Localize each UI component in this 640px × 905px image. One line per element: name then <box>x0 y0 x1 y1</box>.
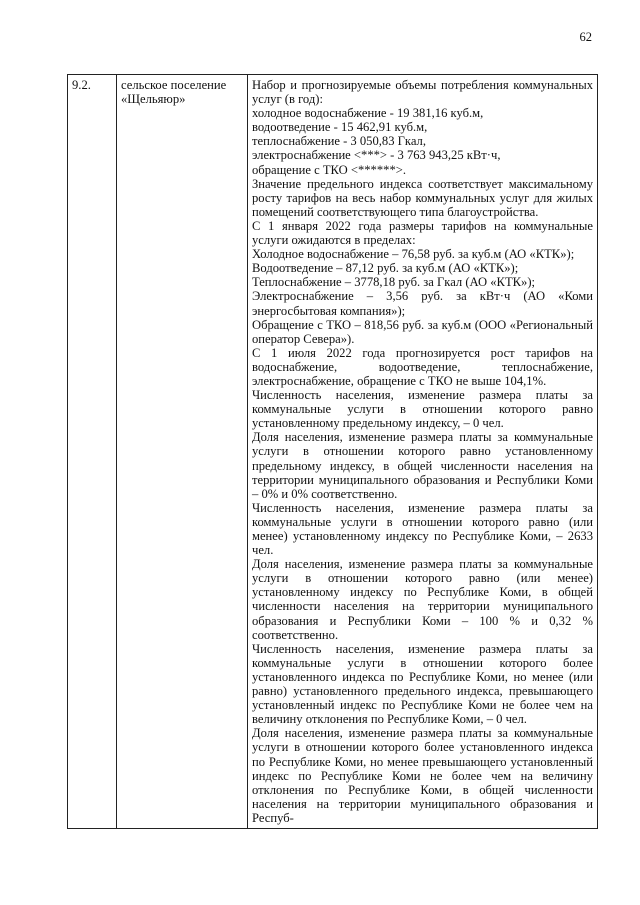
volume-heating: теплоснабжение - 3 050,83 Гкал, <box>252 134 426 149</box>
volume-electricity: электроснабжение <***> - 3 763 943,25 кВт·ч, <box>252 148 501 163</box>
paragraph-population-komi: Численность населения, изменение размера платы за коммунальные услуги в отношении которого равно (или менее) установленному индексу по Республике Коми, – 2633 чел. <box>252 500 593 558</box>
paragraph-share-limit: Доля населения, изменение размера платы за коммунальные услуги в отношении которого равно установленному предельному индексу, в общей численности населения на территории муниципального образования и Республики Коми – 0% и 0% соответственно. <box>252 430 593 501</box>
table-row <box>68 75 598 829</box>
paragraph-intro: Набор и прогнозируемые объемы потребления коммунальных услуг (в год): <box>252 78 593 107</box>
tariff-waste: Обращение с ТКО – 818,56 руб. за куб.м (ООО «Региональный оператор Севера»). <box>252 317 593 346</box>
paragraph-share-deviation: Доля населения, изменение размера платы за коммунальные услуги в отношении которого более установленного индекса по Республике Коми, но менее превышающего установленный индекс по Республике Коми не более чем на величину отклонения по Республике Коми, в общей численности населения на территории муниципального образования и Респуб- <box>252 726 593 825</box>
description-cell <box>248 75 598 829</box>
row-number: 9.2. <box>68 75 117 829</box>
paragraph-tariffs-intro: С 1 января 2022 года размеры тарифов на коммунальные услуги ожидаются в пределах: <box>252 218 593 248</box>
paragraph-july-growth: С 1 июля 2022 года прогнозируется рост тарифов на водоснабжение, водоотведение, теплоснабжение, электроснабжение, обращение с ТКО не выше 104,1%. <box>252 345 593 388</box>
volume-cold-water: холодное водоснабжение - 19 381,16 куб.м, <box>252 106 484 121</box>
paragraph-population-limit: Численность населения, изменение размера платы за коммунальные услуги в отношении которого равно установленному предельному индексу, – 0 чел. <box>252 388 593 431</box>
tariff-electricity: Электроснабжение – 3,56 руб. за кВт·ч (АО «Коми энергосбытовая компания»); <box>252 289 593 318</box>
document-table <box>67 74 598 829</box>
paragraph-share-komi: Доля населения, изменение размера платы за коммунальные услуги в отношении которого равно (или менее) установленному индексу по Республике Коми, в общей численности населения на территории муниципального образования и Республики Коми – 100 % и 0,32 % соответственно. <box>252 557 593 642</box>
paragraph-population-deviation: Численность населения, изменение размера платы за коммунальные услуги в отношении которого более установленного индекса по Республике Коми, но менее (или равно) установленного предельного индекса, превышающего установленный индекс по Республике Коми не более чем на величину отклонения по Республике Коми, – 0 чел. <box>252 641 593 727</box>
tariff-sewerage: Водоотведение – 87,12 руб. за куб.м (АО «КТК»); <box>252 261 519 276</box>
settlement-name <box>117 75 248 829</box>
volume-sewerage: водоотведение - 15 462,91 куб.м, <box>252 120 428 135</box>
tariff-heating: Теплоснабжение – 3778,18 руб. за Гкал (АО «КТК»); <box>252 275 536 290</box>
settlement-type: сельское поселение <box>121 78 227 92</box>
tariff-cold-water: Холодное водоснабжение – 76,58 руб. за куб.м (АО «КТК»); <box>252 247 575 262</box>
paragraph-index-note: Значение предельного индекса соответствует максимальному росту тарифов на весь набор коммунальных услуг для жилых помещений соответствующего типа благоустройства. <box>252 176 593 219</box>
volume-waste: обращение с ТКО <******>. <box>252 162 406 177</box>
settlement-title: «Щельяюр» <box>121 92 186 107</box>
page-number: 62 <box>579 30 592 44</box>
